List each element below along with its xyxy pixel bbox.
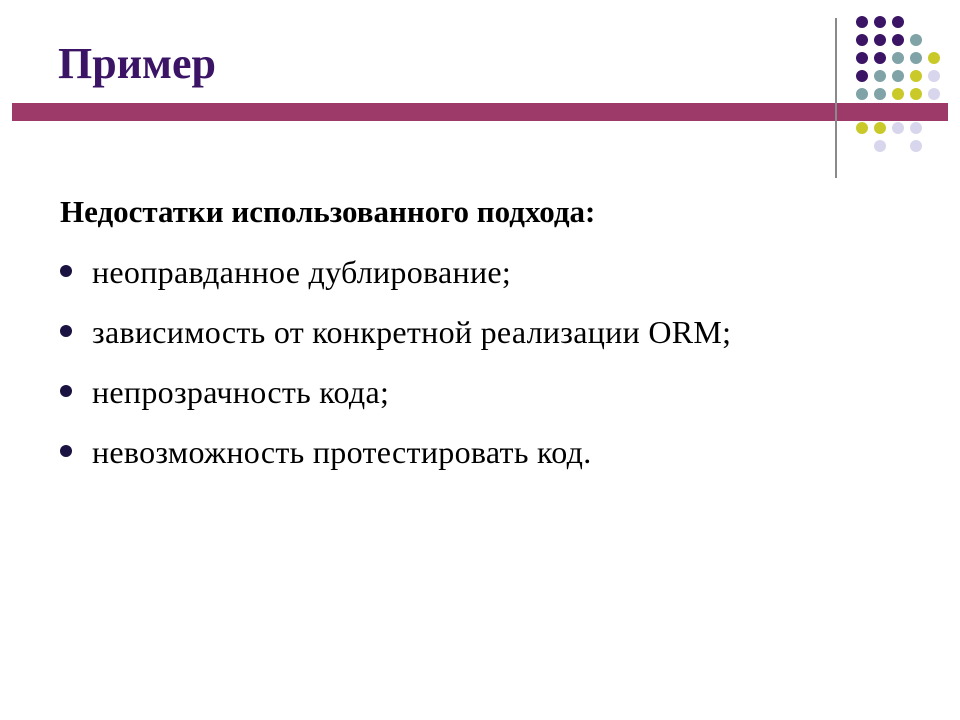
dot	[874, 70, 886, 82]
dot	[856, 122, 868, 134]
dot	[910, 88, 922, 100]
dot	[874, 122, 886, 134]
dot	[856, 88, 868, 100]
list-item-text: непрозрачность кода;	[92, 374, 390, 410]
bullet-dot-icon	[60, 265, 72, 277]
decorative-dot-grid	[850, 12, 950, 157]
dot	[856, 52, 868, 64]
dot	[892, 16, 904, 28]
dot	[910, 52, 922, 64]
list-item	[60, 430, 800, 474]
title-underline-bar	[12, 103, 948, 121]
dot	[892, 34, 904, 46]
dot	[928, 52, 940, 64]
slide-title: Пример	[58, 39, 217, 88]
vertical-divider-line	[835, 18, 837, 178]
dot	[892, 52, 904, 64]
bullet-dot-icon	[60, 385, 72, 397]
list-item	[60, 250, 800, 294]
dot	[874, 88, 886, 100]
dot	[910, 70, 922, 82]
dot	[928, 70, 940, 82]
dot	[874, 140, 886, 152]
list-item	[60, 370, 800, 414]
bullet-list	[60, 250, 800, 490]
list-item	[60, 310, 800, 354]
dot	[928, 88, 940, 100]
list-item-text: неоправданное дублирование;	[92, 254, 512, 290]
list-item-text: невозможность протестировать код.	[92, 434, 592, 470]
bullet-dot-icon	[60, 325, 72, 337]
dot	[892, 88, 904, 100]
dot	[856, 16, 868, 28]
dot	[910, 122, 922, 134]
dot	[874, 52, 886, 64]
dot	[910, 34, 922, 46]
dot	[874, 34, 886, 46]
bullet-dot-icon	[60, 445, 72, 457]
dot	[910, 140, 922, 152]
list-item-text: зависимость от конкретной реализации ORM;	[92, 314, 732, 350]
dot	[874, 16, 886, 28]
dot	[856, 34, 868, 46]
dot	[892, 70, 904, 82]
dot	[892, 122, 904, 134]
dot	[856, 70, 868, 82]
subheading: Недостатки использованного подхода:	[60, 194, 596, 229]
